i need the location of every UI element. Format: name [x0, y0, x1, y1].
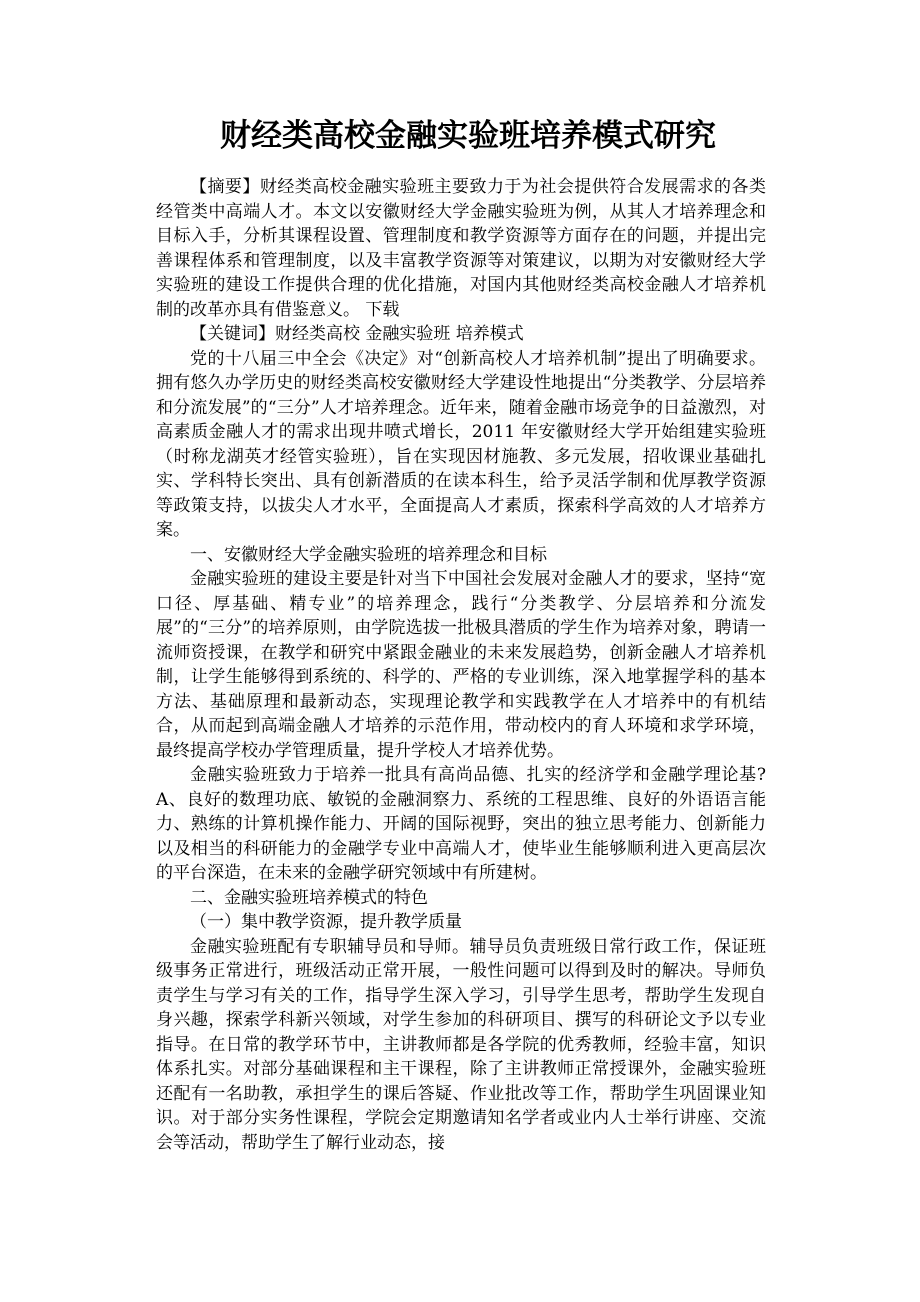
document-title: 财经类高校金融实验班培养模式研究	[220, 118, 716, 154]
document-body	[156, 175, 766, 1155]
section-heading-2: 二、金融实验班培养模式的特色	[190, 887, 428, 908]
subsection-heading-2-1: （一）集中教学资源，提升教学质量	[190, 912, 462, 932]
subsection-2-1-paragraph: 金融实验班配有专职辅导员和导师。辅导员负责班级日常行政工作，保证班级事务正常进行，班级活动正常开展，一般性问题可以得到及时的解决。导师负责学生与学习有关的工作，指导学生深入学习，引导学生思考，帮助学生发现自身兴趣，探索学科新兴领域，对学生参加的科研项目、撰写的科研论文予以专业指导。在日常的教学环节中，主讲教师都是各学院的优秀教师，经验丰富，知识体系扎实。对部分基础课程和主干课程，除了主讲教师正常授课外，金融实验班还配有一名助教，承担学生的课后答疑、作业批改等工作，帮助学生巩固课业知识。对于部分实务性课程，学院会定期邀请知名学者或业内人士举行讲座、交流会等活动，帮助学生了解行业动态，接	[156, 936, 766, 1153]
section-heading-1: 一、安徽财经大学金融实验班的培养理念和目标	[190, 544, 547, 565]
abstract-paragraph: 【摘要】财经类高校金融实验班主要致力于为社会提供符合发展需求的各类经管类中高端人才。本文以安徽财经大学金融实验班为例，从其人才培养理念和目标入手，分析其课程设置、管理制度和教学资源等方面存在的问题，并提出完善课程体系和管理制度，以及丰富教学资源等对策建议，以期为对安徽财经大学实验班的建设工作提供合理的优化措施，对国内其他财经类高校金融人才培养机制的改革亦具有借鉴意义。 下载	[156, 177, 766, 320]
section-1-paragraph-2: 金融实验班致力于培养一批具有高尚品德、扎实的经济学和金融学理论基?A、良好的数理功底、敏锐的金融洞察力、系统的工程思维、良好的外语语言能力、熟练的计算机操作能力、开阔的国际视野，突出的独立思考能力、创新能力以及相当的科研能力的金融学专业中高端人才，使毕业生能够顺利进入更高层次的平台深造，在未来的金融学研究领域中有所建树。	[156, 765, 766, 883]
keywords-paragraph: 【关键词】财经类高校 金融实验班 培养模式	[190, 324, 524, 344]
intro-paragraph: 党的十八届三中全会《决定》对“创新高校人才培养机制”提出了明确要求。拥有悠久办学历史的财经类高校安徽财经大学建设性地提出“分类教学、分层培养和分流发展”的“三分”人才培养理念。近年来，随着金融市场竞争的日益激烈，对高素质金融人才的需求出现井喷式增长，2011 年安徽财经大学开始组建实验班（时称龙湖英才经管实验班），旨在实现因材施教、多元发展，招收课业基础扎实、学科特长突出、具有创新潜质的在读本科生，给予灵活学制和优厚教学资源等政策支持，以拔尖人才水平，全面提高人才素质，探索科学高效的人才培养方案。	[156, 348, 766, 540]
section-1-paragraph-1: 金融实验班的建设主要是针对当下中国社会发展对金融人才的要求，坚持“宽口径、厚基础、精专业”的培养理念，践行“分类教学、分层培养和分流发展”的“三分”的培养原则，由学院选拔一批极具潜质的学生作为培养对象，聘请一流师资授课，在教学和研究中紧跟金融业的未来发展趋势，创新金融人才培养机制，让学生能够得到系统的、科学的、严格的专业训练，深入地掌握学科的基本方法、基础原理和最新动态，实现理论教学和实践教学在人才培养中的有机结合，从而起到高端金融人才培养的示范作用，带动校内的育人环境和求学环境，最终提高学校办学管理质量，提升学校人才培养优势。	[156, 569, 766, 761]
